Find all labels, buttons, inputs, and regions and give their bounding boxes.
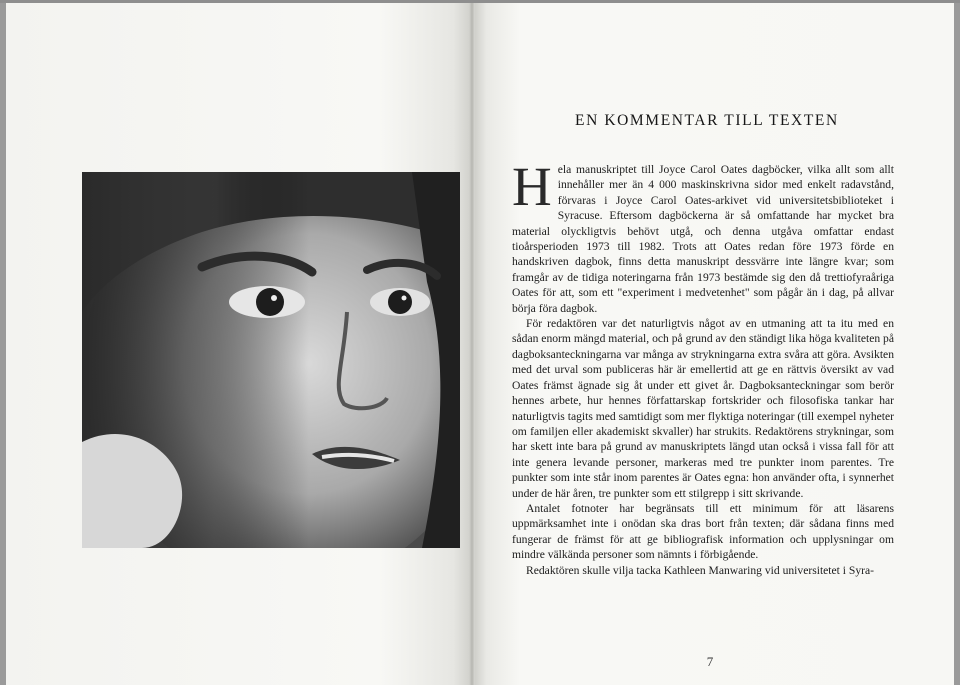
paragraph-1 — [512, 156, 894, 316]
chapter-heading: EN KOMMENTAR TILL TEXTEN — [575, 112, 839, 129]
portrait-photo — [82, 172, 460, 548]
paragraph-1-text: ela manuskriptet till Joyce Carol Oates dagböcker, vilka allt som allt innehåller mer än 4 000 maskinskrivna sidor med enkelt radavstånd, förvaras i Joyce Carol Oates-arkivet vid universitetsbiblioteket i Syracuse. Eftersom dagböckerna är så omfattande har mycket bra material olyckligtvis behövt utgå, och denna utgåva omfattar endast tioårsperioden 1973 till 1982. Trots att Oates redan före 1973 förde en handskriven dagbok, finns detta manuskript dessvärre inte längre kvar; som framgår av de tidiga noteringarna från 1973 bestämde sig den då trettiofyraåriga Oates för att, som ett "experiment i medvetenhet" som pågår än i dag, på allvar börja föra dagbok. — [512, 163, 894, 315]
paragraph-4: Redaktören skulle vilja tacka Kathleen Manwaring vid universitetet i Syra- — [526, 563, 875, 577]
paragraph-3: Antalet fotnoter har begränsats till ett minimum för att läsarens uppmärksamhet inte i onödan ska dras bort från texten; där sådana finns med fungerar de främst för att ge bibliografisk information och upplysningar om mindre välkända personer som nämnts i förbigående. — [512, 501, 894, 562]
book-gutter — [469, 0, 475, 685]
drop-cap: H — [512, 156, 552, 217]
body-text — [512, 156, 894, 578]
scan-edge — [0, 0, 960, 3]
page-number: 7 — [706, 654, 714, 669]
paragraph-2: För redaktören var det naturligtvis något av en utmaning att ta itu med en sådan enorm mängd material, och på grund av den ständigt lika höga kvaliteten på dagboksanteckningarna var många av strykningarna extra svåra att göra. Avsikten med det urval som publiceras här är emellertid att ge en rättvis översikt av vad Oates främst ägnade sig åt under ett givet år. Dagboksanteckningar som berör hennes arbete, hur hennes författarskap fortskrider och filosofiska tankar har naturligtvis tagits med samtidigt som mer flyktiga noteringar (till exempel nyheter om familjen eller akademiskt skvaller) har strukits. Redaktörens strykningar, som har skett inte bara på grund av manuskriptets längd utan också i vissa fall för att inte genera levande personer, markeras med tre punkter inom parentes. Tre punkter som inte står inom parentes är Oates egna: hon använder ofta, i synnerhet under de här åren, tre punkter som ett stilgrepp i sitt skrivande. — [512, 317, 894, 500]
